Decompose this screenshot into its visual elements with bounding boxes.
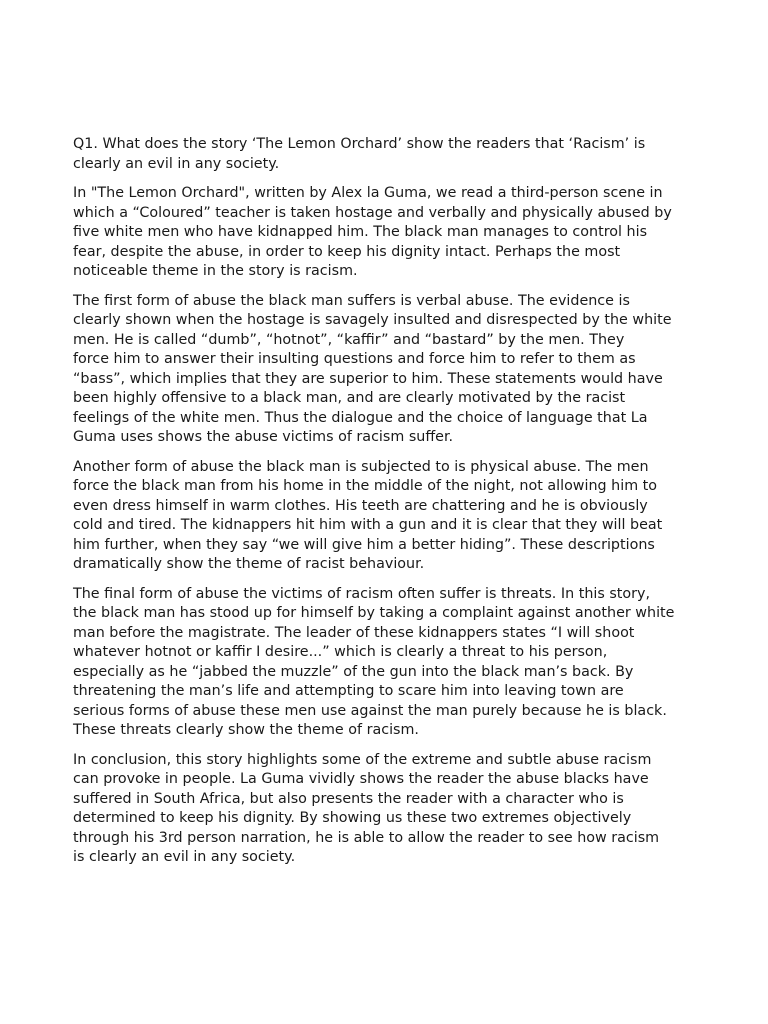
question-heading: Q1. What does the story ‘The Lemon Orchard’ show the readers that ‘Racism’ is clearly an evil in any society.	[73, 136, 646, 172]
paragraph-conclusion: In conclusion, this story highlights some of the extreme and subtle abuse racism can provoke in people. La Guma vividly shows the reader the abuse blacks have suffered in South Africa, but also presents the reader with a character who is determined to keep his dignity. By showing us these two extremes objectively through his 3rd person narration, he is able to allow the reader to see how racism is clearly an evil in any society.	[73, 751, 660, 865]
paragraph-introduction: In "The Lemon Orchard", written by Alex la Guma, we read a third-person scene in which a “Coloured” teacher is taken hostage and verbally and physically abused by five white men who have kidnapped him. The black man manages to control his fear, despite the abuse, in order to keep his dignity intact. Perhaps the most noticeable theme in the story is racism.	[73, 185, 672, 279]
paragraph-verbal-abuse: The first form of abuse the black man suffers is verbal abuse. The evidence is clearly shown when the hostage is savagely insulted and disrespected by the white men. He is called “dumb”, “hotnot”, “kaffir” and “bastard” by the men. They force him to answer their insulting questions and force him to refer to them as “bass”, which implies that they are superior to him. These statements would have been highly offensive to a black man, and are clearly motivated by the racist feelings of the white men. Thus the dialogue and the choice of language that La Guma uses shows the abuse victims of racism suffer.	[73, 292, 672, 445]
paragraph-physical-abuse: Another form of abuse the black man is subjected to is physical abuse. The men force the black man from his home in the middle of the night, not allowing him to even dress himself in warm clothes. His teeth are chattering and he is obviously cold and tired. The kidnappers hit him with a gun and it is clear that they will beat him further, when they say “we will give him a better hiding”. These descriptions dramatically show the theme of racist behaviour.	[73, 458, 663, 572]
paragraph-threats: The final form of abuse the victims of racism often suffer is threats. In this story, the black man has stood up for himself by taking a complaint against another white man before the magistrate. The leader of these kidnappers states “I will shoot whatever hotnot or kaffir I desire...” which is clearly a threat to his person, especially as he “jabbed the muzzle” of the gun into the black man’s back. By threatening the man’s life and attempting to scare him into leaving town are serious forms of abuse these men use against the man purely because he is black. These threats clearly show the theme of racism.	[73, 585, 675, 738]
essay-body	[73, 135, 703, 878]
